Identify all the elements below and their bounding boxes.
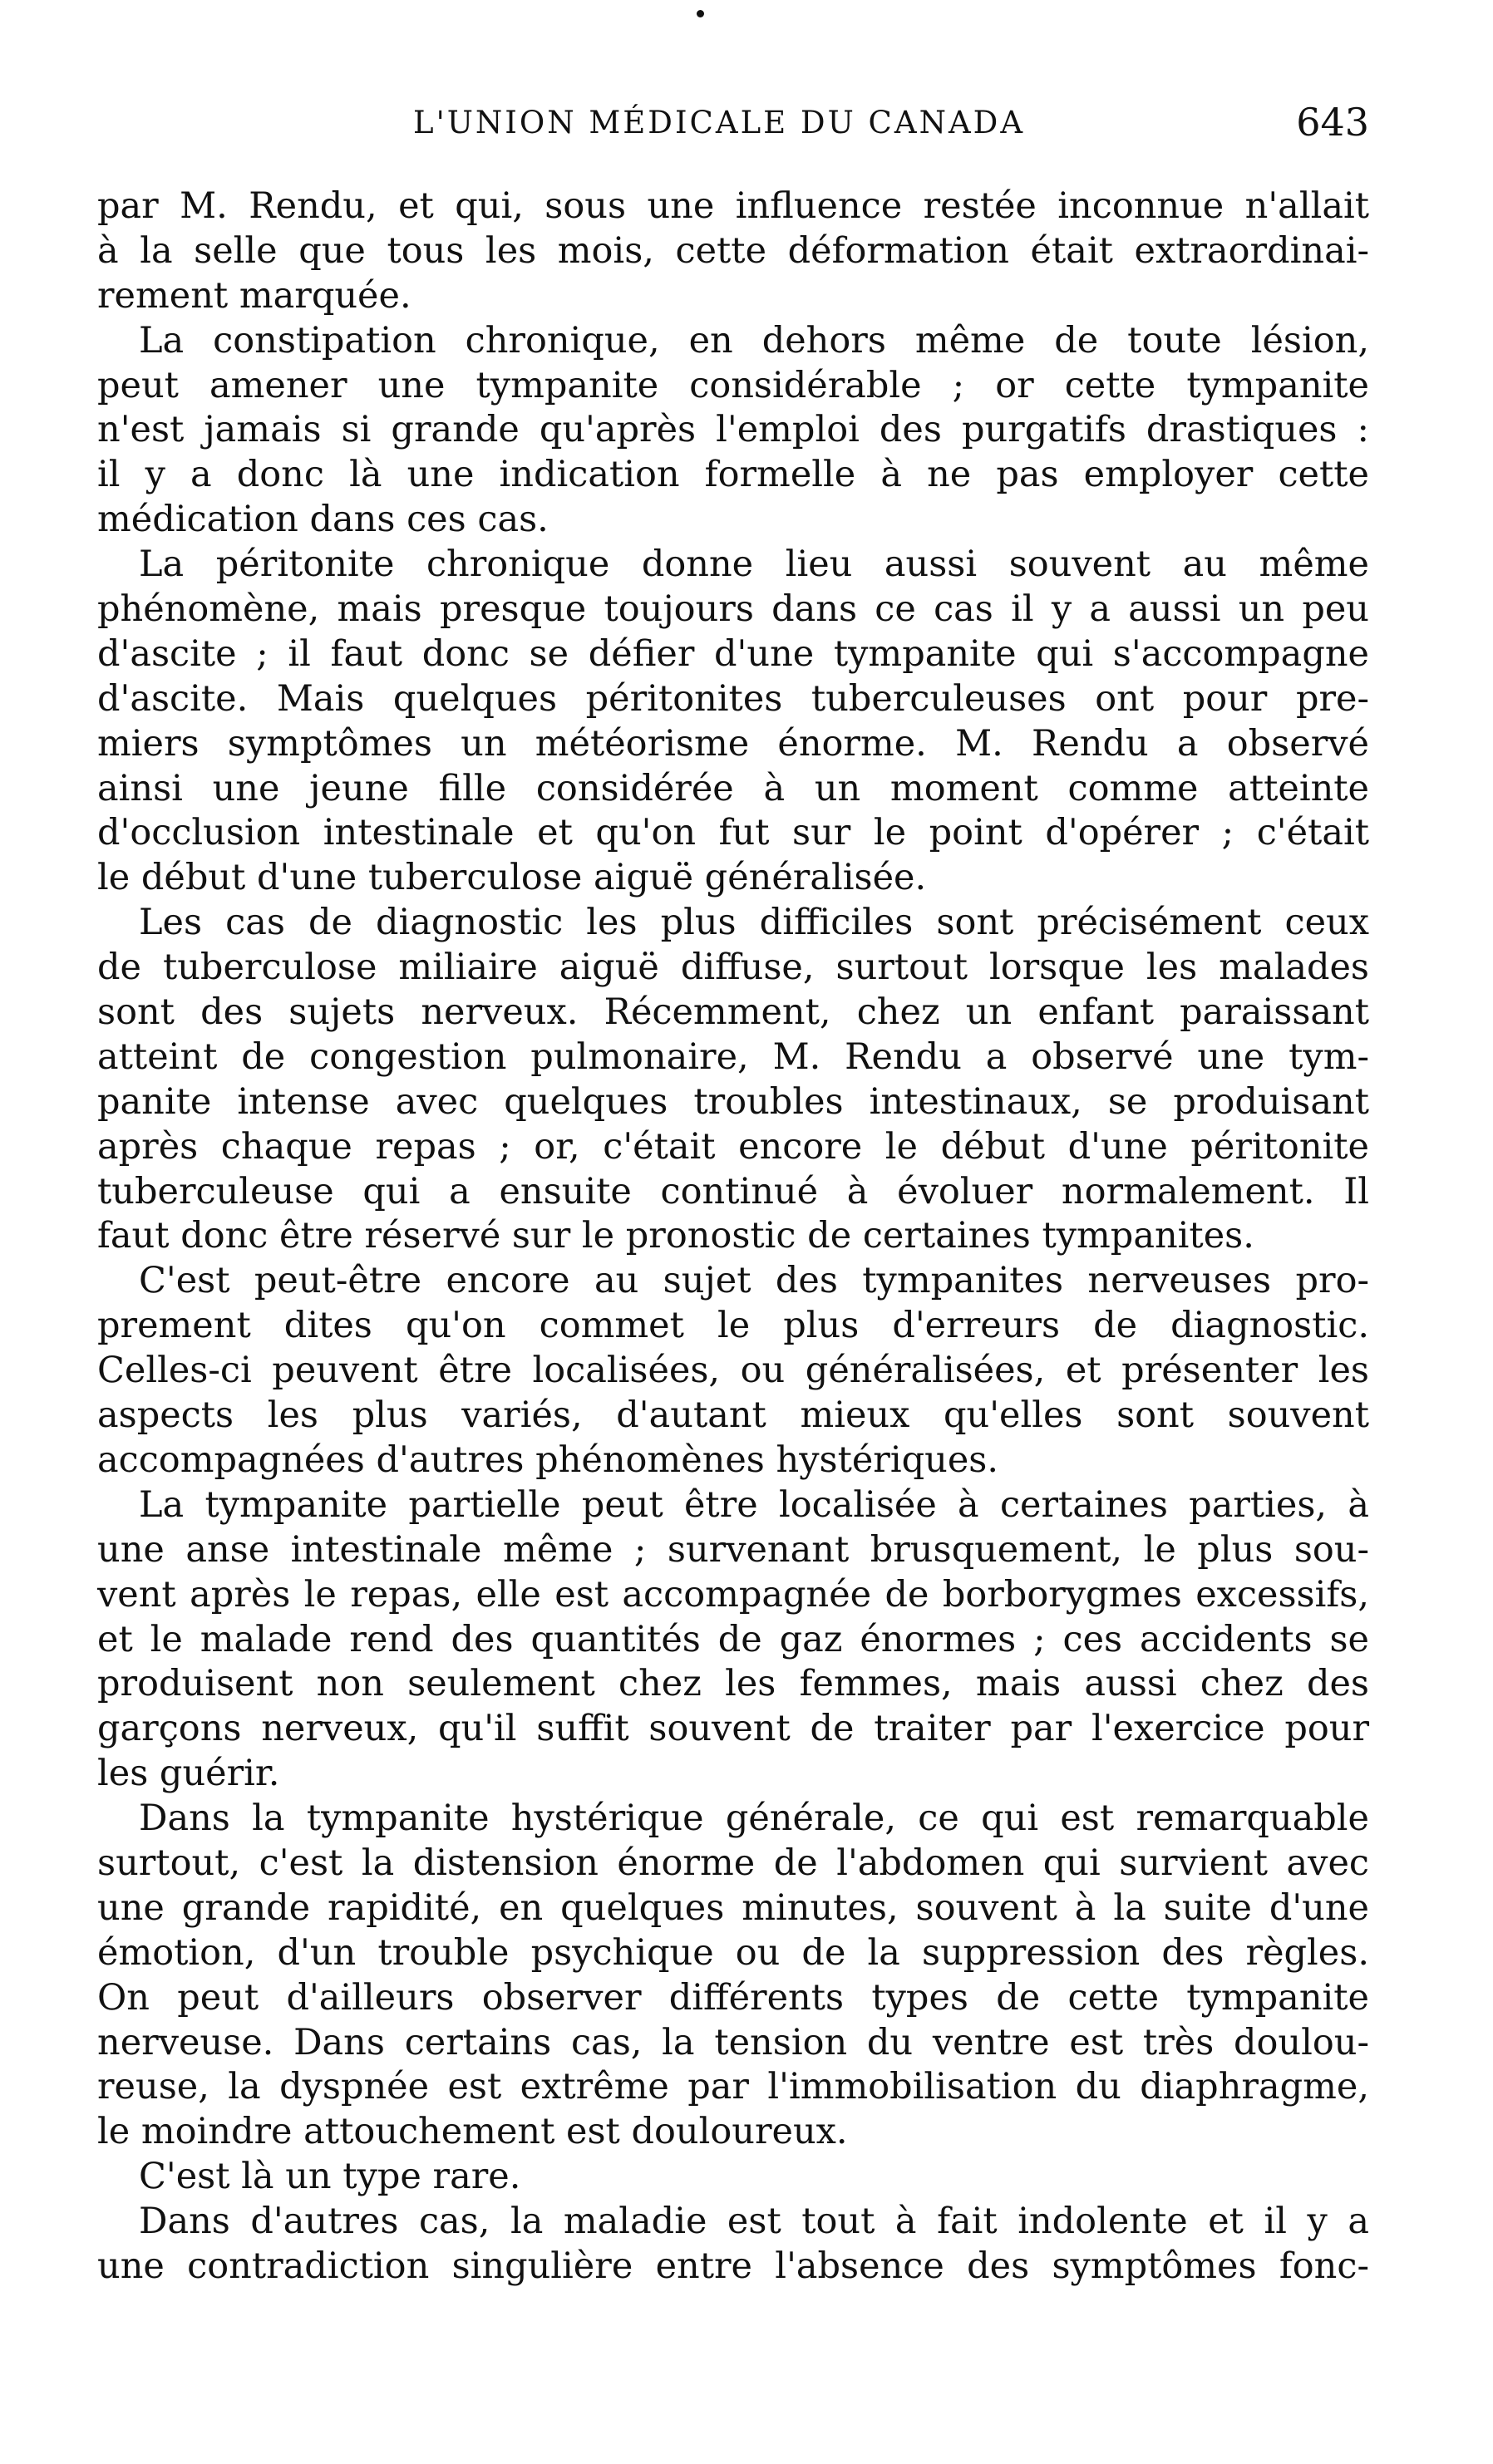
text-line: il y a donc là une indication formelle à ne pas employer cette [97, 454, 1369, 496]
text-line: n'est jamais si grande qu'après l'emploi des purgatifs drastiques : [97, 409, 1369, 451]
text-line: nerveuse. Dans certains cas, la tension du ventre est très doulou- [97, 2021, 1369, 2063]
text-line: garçons nerveux, qu'il suffit souvent de traiter par l'exercice pour [97, 1708, 1369, 1750]
text-line: après chaque repas ; or, c'était encore le début d'une péritonite [97, 1125, 1369, 1168]
text-line: peut amener une tympanite considérable ; or cette tympanite [97, 364, 1369, 406]
text-line: La constipation chronique, en dehors même de toute lésion, [139, 319, 1369, 361]
text-line: accompagnées d'autres phénomènes hystériques. [97, 1439, 999, 1481]
text-line: ainsi une jeune fille considérée à un moment comme atteinte [97, 767, 1369, 809]
text-line: produisent non seulement chez les femmes, mais aussi chez des [97, 1663, 1369, 1705]
page-number: 643 [1296, 100, 1369, 145]
text-line: On peut d'ailleurs observer différents types de cette tympanite [97, 1976, 1369, 2019]
text-line: Dans d'autres cas, la maladie est tout à fait indolente et il y a [139, 2201, 1369, 2243]
text-line: par M. Rendu, et qui, sous une influence restée inconnue n'allait [97, 185, 1369, 227]
text-line: reuse, la dyspnée est extrême par l'immobilisation du diaphragme, [97, 2066, 1369, 2108]
text-line: rement marquée. [97, 274, 411, 317]
text-line: faut donc être réservé sur le pronostic de certaines tympanites. [97, 1215, 1254, 1257]
text-line: le moindre attouchement est douloureux. [97, 2111, 848, 2153]
text-line: C'est peut-être encore au sujet des tympanites nerveuses pro- [139, 1260, 1369, 1302]
text-line: d'ascite. Mais quelques péritonites tuberculeuses ont pour pre- [97, 677, 1369, 720]
text-line: une anse intestinale même ; survenant brusquement, le plus sou- [97, 1528, 1369, 1571]
text-line: de tuberculose miliaire aiguë diffuse, surtout lorsque les malades [97, 947, 1369, 989]
text-line: surtout, c'est la distension énorme de l'abdomen qui survient avec [97, 1842, 1369, 1884]
text-line: émotion, d'un trouble psychique ou de la suppression des règles. [97, 1931, 1369, 1974]
text-line: une grande rapidité, en quelques minutes, souvent à la suite d'une [97, 1886, 1369, 1929]
text-line: à la selle que tous les mois, cette déformation était extraordinai- [97, 229, 1369, 272]
text-line: les guérir. [97, 1753, 280, 1795]
running-header [97, 100, 1369, 150]
text-line: prement dites qu'on commet le plus d'erreurs de diagnostic. [97, 1305, 1369, 1347]
text-line: médication dans ces cas. [97, 499, 549, 541]
text-line: miers symptômes un météorisme énorme. M. Rendu a observé [97, 722, 1369, 765]
article-body [97, 184, 1369, 2289]
text-line: C'est là un type rare. [139, 2156, 521, 2198]
text-line: La tympanite partielle peut être localisée à certaines parties, à [139, 1483, 1369, 1526]
text-line: Celles-ci peuvent être localisées, ou généralisées, et présenter les [97, 1350, 1369, 1392]
text-line: phénomène, mais presque toujours dans ce cas il y a aussi un peu [97, 588, 1369, 631]
text-line: d'occlusion intestinale et qu'on fut sur le point d'opérer ; c'était [97, 812, 1369, 854]
text-line: et le malade rend des quantités de gaz énormes ; ces accidents se [97, 1618, 1369, 1660]
journal-title: L'UNION MÉDICALE DU CANADA [413, 105, 1026, 140]
text-line: panite intense avec quelques troubles intestinaux, se produisant [97, 1080, 1369, 1123]
text-line: La péritonite chronique donne lieu aussi souvent au même [139, 543, 1369, 586]
text-line: atteint de congestion pulmonaire, M. Rendu a observé une tym- [97, 1035, 1369, 1078]
printer-dot [697, 10, 704, 17]
text-line: Les cas de diagnostic les plus difficiles sont précisément ceux [139, 902, 1369, 944]
text-line: une contradiction singulière entre l'absence des symptômes fonc- [97, 2245, 1369, 2287]
text-line: sont des sujets nerveux. Récemment, chez un enfant paraissant [97, 991, 1369, 1034]
text-line: aspects les plus variés, d'autant mieux qu'elles sont souvent [97, 1394, 1369, 1437]
text-line: d'ascite ; il faut donc se défier d'une tympanite qui s'accompagne [97, 632, 1369, 675]
text-line: le début d'une tuberculose aiguë généralisée. [97, 857, 927, 899]
text-line: vent après le repas, elle est accompagnée de borborygmes excessifs, [97, 1573, 1369, 1616]
text-line: tuberculeuse qui a ensuite continué à évoluer normalement. Il [97, 1170, 1369, 1212]
text-line: Dans la tympanite hystérique générale, ce qui est remarquable [139, 1798, 1369, 1840]
